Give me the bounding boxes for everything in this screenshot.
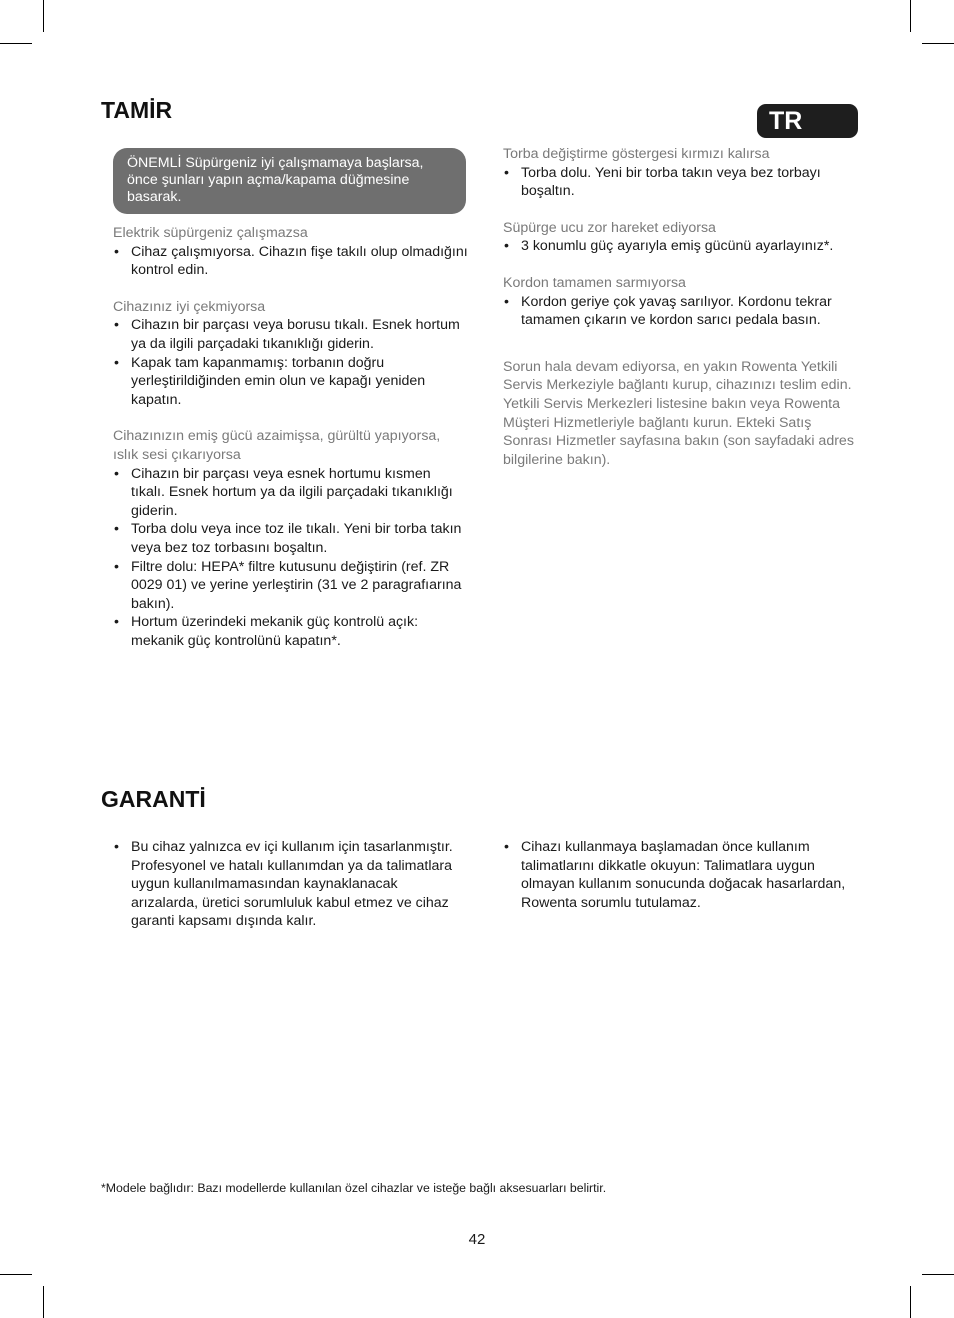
crop-mark: [0, 43, 32, 44]
crop-mark: [910, 0, 911, 32]
bullet-list: [113, 465, 468, 651]
important-notice: ÖNEMLİ Süpürgeniz iyi çalışmamaya başlarsa, önce şunları yapın açma/kapama düğmesine basarak.: [113, 148, 466, 214]
crop-mark: [910, 1286, 911, 1318]
list-item: • 3 konumlu güç ayarıyla emiş gücünü ayarlayınız*.: [503, 237, 858, 256]
crop-mark: [0, 1274, 32, 1275]
repair-right-column: [503, 145, 858, 469]
crop-mark: [43, 1286, 44, 1318]
condition-heading: Torba değiştirme göstergesi kırmızı kalırsa: [503, 146, 770, 162]
bullet-list: [503, 293, 858, 330]
condition-heading: Cihazınızın emiş gücü azaimişsa, gürültü yapıyorsa, ıslık sesi çıkarıyorsa: [113, 428, 441, 463]
repair-left-column: [113, 148, 468, 650]
language-badge: TR: [757, 104, 858, 138]
list-item: • Hortum üzerindeki mekanik güç kontrolü açık: mekanik güç kontrolünü kapatın*.: [113, 613, 468, 650]
warranty-right-column: [503, 838, 858, 912]
condition-heading: Kordon tamamen sarmıyorsa: [503, 274, 686, 291]
condition-heading: Elektrik süpürgeniz çalışmazsa: [113, 225, 308, 241]
repair-title: TAMİR: [101, 97, 173, 123]
bullet-list: [503, 838, 858, 912]
list-item: • Torba dolu veya ince toz ile tıkalı. Yeni bir torba takın veya bez toz torbasını boşaltın.: [113, 520, 468, 557]
list-item: • Cihazın bir parçası veya borusu tıkalı. Esnek hortum ya da ilgili parçadaki tıkanıklığı giderin.: [113, 316, 468, 353]
list-item: • Cihaz çalışmıyorsa. Cihazın fişe takılı olup olmadığını kontrol edin.: [113, 243, 468, 280]
service-note: Sorun hala devam ediyorsa, en yakın Rowenta Yetkili Servis Merkeziyle bağlantı kurup, cihazınızı teslim edin.: [503, 358, 852, 394]
warranty-left-column: [113, 838, 468, 931]
list-item: • Cihazı kullanmaya başlamadan önce kullanım talimatlarını dikkatle okuyun: Talimatlara uygun olmayan kullanım sonucunda doğacak hasarlardan, Rowenta sorumlu tutulamaz.: [503, 838, 858, 912]
bullet-list: [113, 838, 468, 931]
list-item: • Kordon geriye çok yavaş sarılıyor. Kordonu tekrar tamamen çıkarın ve kordon sarıcı pedala basın.: [503, 293, 858, 330]
page-number: 42: [468, 1231, 486, 1248]
list-item: • Torba dolu. Yeni bir torba takın veya bez torbayı boşaltın.: [503, 164, 858, 201]
list-item: • Bu cihaz yalnızca ev içi kullanım için tasarlanmıştır. Profesyonel ve hatalı kullanımdan ya da talimatlara uygun kullanılmamasından kaynaklanacak arızalarda, üretici sorumluluk kabul etmez ve cihaz garanti kapsamı dışında kalır.: [113, 838, 468, 931]
crop-mark: [922, 1274, 954, 1275]
service-note: Yetkili Servis Merkezleri listesine bakın veya Rowenta Müşteri Hizmetleriyle bağlantı kurun. Ekteki Satış Sonrası Hizmetler sayfasına bakın (son sayfadaki adres bilgilerine bakın).: [503, 395, 854, 468]
warranty-title: GARANTİ: [101, 786, 206, 812]
crop-mark: [43, 0, 44, 32]
bullet-list: [503, 237, 858, 256]
bullet-list: [113, 316, 468, 409]
condition-heading: Süpürge ucu zor hareket ediyorsa: [503, 219, 716, 236]
footnote: *Modele bağlıdır: Bazı modellerde kullanılan özel cihazlar ve isteğe bağlı aksesuarları belirtir.: [101, 1181, 607, 1195]
list-item: • Cihazın bir parçası veya esnek hortumu kısmen tıkalı. Esnek hortum ya da ilgili parçadaki tıkanıklığı giderin.: [113, 465, 468, 521]
bullet-list: [503, 164, 858, 201]
crop-mark: [922, 43, 954, 44]
list-item: • Kapak tam kapanmamış: torbanın doğru yerleştirildiğinden emin olun ve kapağı yeniden kapatın.: [113, 354, 468, 410]
bullet-list: [113, 243, 468, 280]
condition-heading: Cihazınız iyi çekmiyorsa: [113, 298, 266, 315]
list-item: • Filtre dolu: HEPA* filtre kutusunu değiştirin (ref. ZR 0029 01) ve yerine yerleştirin (31 ve 2 paragrafıarına bakın).: [113, 558, 468, 614]
